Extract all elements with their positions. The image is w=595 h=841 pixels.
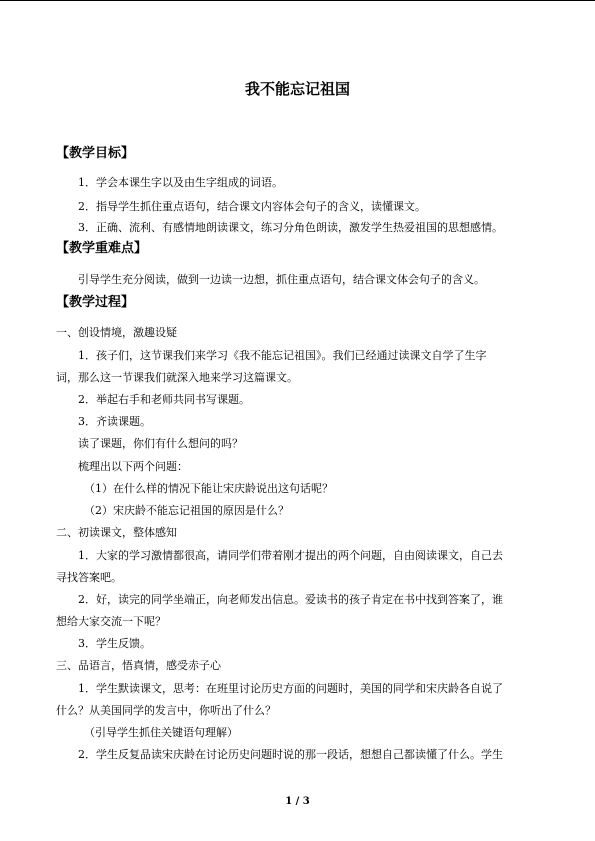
top-rule <box>0 0 595 1</box>
document-title: 我不能忘记祖国 <box>244 80 350 98</box>
process-line: 什么？从美国同学的发言中，你听出了什么？ <box>56 704 276 717</box>
section-heading-key-points: 【教学重难点】 <box>56 241 148 256</box>
process-line: 想给大家交流一下呢？ <box>56 615 166 628</box>
section-heading-goals: 【教学目标】 <box>56 146 135 161</box>
process-part-title: 一、创设情境，激趣设疑 <box>56 326 177 339</box>
section-heading-process: 【教学过程】 <box>56 295 135 310</box>
process-line: 1．学生默读课文，思考：在班里讨论历史方面的问题时，美国的同学和宋庆龄各自说了 <box>78 682 503 695</box>
process-question: （1）在什么样的情况下能让宋庆龄说出这句话呢？ <box>84 482 333 495</box>
process-line: 读了课题，你们有什么想问的吗？ <box>78 437 243 450</box>
process-part-title: 三、品语言，悟真情，感受赤子心 <box>56 659 221 672</box>
process-line: 3．学生反馈。 <box>78 637 151 650</box>
process-question: （2）宋庆龄不能忘记祖国的原因是什么？ <box>84 504 289 517</box>
process-line: 寻找答案吧。 <box>56 571 122 584</box>
process-line: 2．学生反复品读宋庆龄在讨论历史问题时说的那一段话，想想自己都读懂了什么。学生 <box>78 748 503 761</box>
goal-item: 1．学会本课生字以及由生字组成的词语。 <box>78 176 283 189</box>
process-line: 词，那么这一节课我们就深入地来学习这篇课文。 <box>56 371 298 384</box>
page-number: 1 / 3 <box>285 796 310 807</box>
process-line: 2．好，读完的同学坐端正，向老师发出信息。爱读书的孩子肯定在书中找到答案了，谁 <box>78 593 503 606</box>
process-line: 3．齐读课题。 <box>78 415 151 428</box>
goal-item: 3．正确、流利、有感情地朗读课文，练习分角色朗读，激发学生热爱祖国的思想感情。 <box>78 221 503 234</box>
process-line: （引导学生抓住关键语句理解） <box>84 726 238 739</box>
process-line: 1．孩子们，这节课我们来学习《我不能忘记祖国》。我们已经通过读课文自学了生字 <box>78 349 487 362</box>
process-part-title: 二、初读课文，整体感知 <box>56 526 177 539</box>
process-line: 梳理出以下两个问题： <box>78 460 188 473</box>
process-line: 2．举起右手和老师共同书写课题。 <box>78 393 250 406</box>
goal-item: 2．指导学生抓住重点语句，结合课文内容体会句子的含义，读懂课文。 <box>78 200 426 213</box>
key-points-text: 引导学生充分阅读，做到一边读一边想，抓住重点语句，结合课文体会句子的含义。 <box>78 273 485 286</box>
process-line: 1．大家的学习激情都很高，请同学们带着刚才提出的两个问题，自由阅读课文，自己去 <box>78 549 503 562</box>
